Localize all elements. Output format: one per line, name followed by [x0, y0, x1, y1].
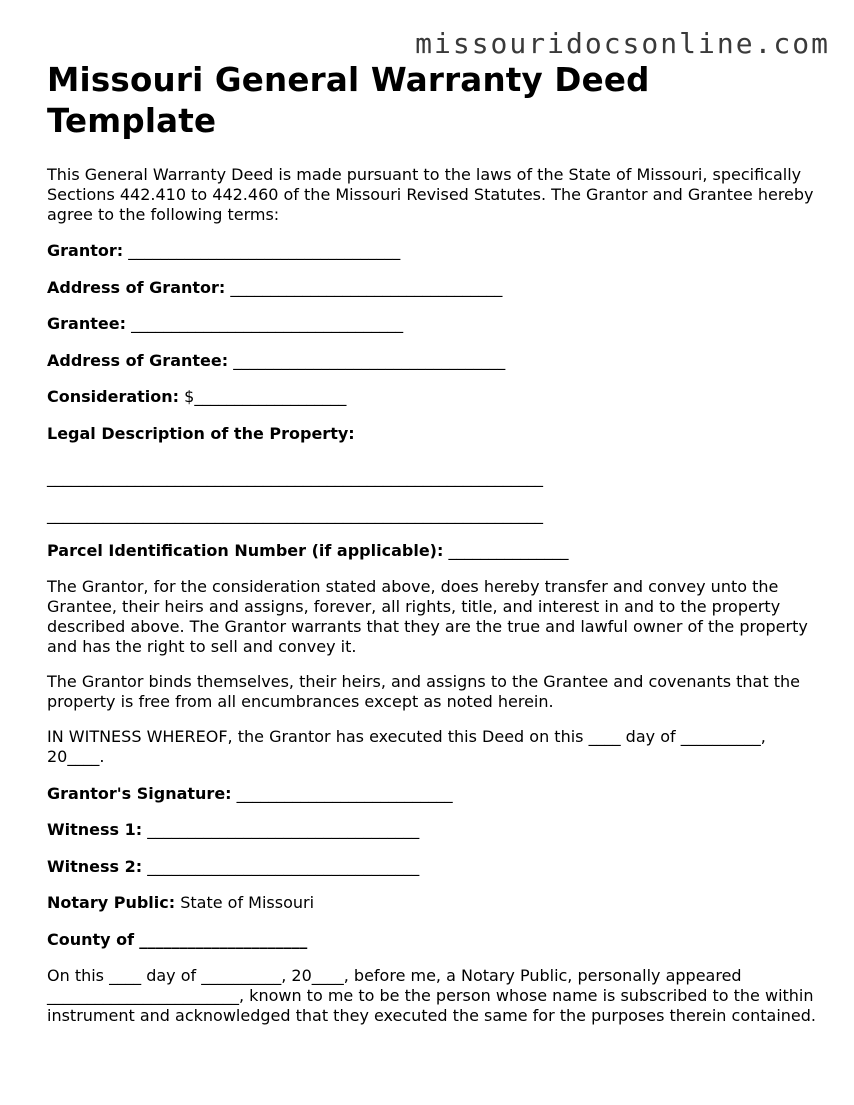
grantor-address-field	[47, 278, 817, 298]
grantee-address-blank: __________________________________	[233, 350, 506, 370]
grantor-signature-field	[47, 784, 817, 804]
grantee-address-label: Address of Grantee:	[47, 350, 229, 370]
witness-2-blank: __________________________________	[147, 856, 420, 876]
county-label: County of	[47, 929, 135, 949]
intro-paragraph: This General Warranty Deed is made pursuant to the laws of the State of Missouri, specifically Sections 442.410 to 442.460 of the Missouri Revised Statutes. The Grantor and Grantee hereby agree to the following terms:	[47, 165, 814, 224]
covenants-paragraph: The Grantor binds themselves, their heirs, and assigns to the Grantee and covenants that the property is free from all encumbrances except as noted herein.	[47, 672, 800, 711]
consideration-field	[47, 387, 817, 407]
witness-2-label: Witness 2:	[47, 856, 143, 876]
witness-1-blank: __________________________________	[147, 820, 420, 839]
grantor-signature-label: Grantor's Signature:	[47, 783, 232, 803]
witness-clause-paragraph: IN WITNESS WHEREOF, the Grantor has executed this Deed on this ____ day of __________, 20____.	[47, 727, 766, 766]
county-blank: _____________________	[139, 929, 308, 949]
legal-description-label: Legal Description of the Property:	[47, 423, 355, 443]
grantee-address-field	[47, 351, 817, 371]
conveyance-paragraph: The Grantor, for the consideration stated above, does hereby transfer and convey unto the Grantee, their heirs and assigns, forever, all rights, title, and interest in and to the property described above. The Grantor warrants that they are the true and lawful owner of the property and has the right to sell and convey it.	[47, 577, 808, 656]
deed-document	[47, 60, 817, 1026]
grantee-label: Grantee:	[47, 314, 126, 333]
witness-2-field	[47, 857, 817, 877]
legal-description-field	[47, 424, 817, 444]
consideration-label: Consideration:	[47, 387, 180, 406]
grantor-field	[47, 241, 817, 261]
grantee-blank: __________________________________	[131, 314, 404, 333]
parcel-number-label: Parcel Identification Number (if applicable):	[47, 541, 444, 560]
page-title: Missouri General Warranty Deed Template	[47, 61, 650, 140]
grantor-signature-blank: ___________________________	[236, 783, 453, 803]
grantor-address-label: Address of Grantor:	[47, 277, 226, 297]
acknowledgment-paragraph: On this ____ day of __________, 20____, before me, a Notary Public, personally appeared ________________________, known to me to be the person whose name is subscribed to the within instrument and acknowledged that they executed the same for the purposes therein contained.	[47, 965, 816, 1025]
consideration-blank: $___________________	[184, 387, 347, 406]
witness-1-label: Witness 1:	[47, 820, 143, 839]
notary-public-field	[47, 893, 817, 913]
witness-1-field	[47, 820, 817, 840]
grantor-label: Grantor:	[47, 241, 124, 260]
parcel-number-blank: _______________	[448, 541, 569, 560]
notary-public-value: State of Missouri	[180, 893, 315, 912]
county-field	[47, 930, 817, 950]
legal-description-line-1: ______________________________________________________________	[47, 467, 543, 487]
parcel-number-field	[47, 541, 817, 561]
site-watermark: missouridocsonline.com	[415, 27, 830, 60]
notary-public-label: Notary Public:	[47, 893, 176, 912]
grantor-blank: __________________________________	[128, 241, 401, 260]
legal-description-line-2: ______________________________________________________________	[47, 504, 543, 524]
grantee-field	[47, 314, 817, 334]
grantor-address-blank: __________________________________	[230, 277, 503, 297]
